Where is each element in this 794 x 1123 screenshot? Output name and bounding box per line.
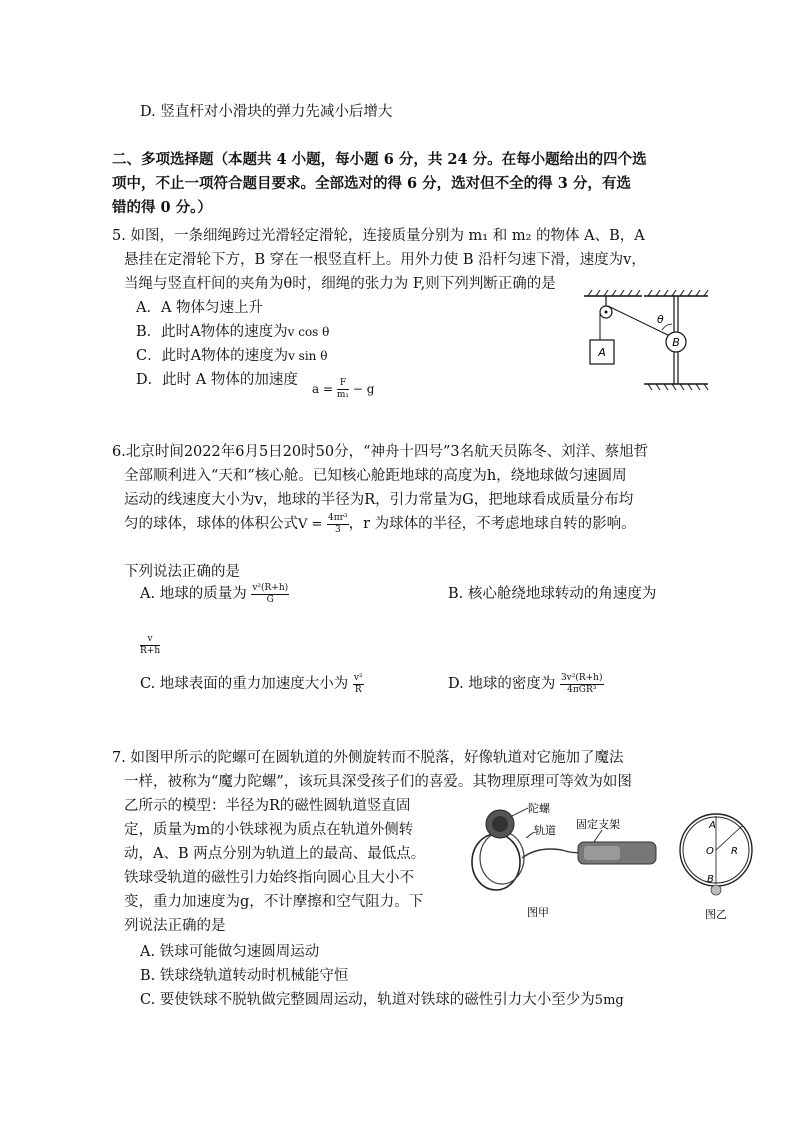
q7-fig-yi-b: B bbox=[707, 874, 714, 885]
section2-heading-line1: 二、多项选择题（本题共 4 小题，每小题 6 分，共 24 分。在每小题给出的四个选 bbox=[112, 151, 647, 168]
q7-fig-jia-label-track: 轨道 bbox=[534, 824, 556, 837]
section2-heading-line3: 错的得 0 分。） bbox=[112, 199, 212, 216]
q5-option-c: C．此时A物体的速度为v sin θ bbox=[136, 348, 328, 364]
q6-prompt: 下列说法正确的是 bbox=[124, 564, 240, 580]
q6-option-c: C. 地球表面的重力加速度大小为 $\frac{\text{v²}}{R}$ bbox=[140, 672, 363, 695]
q5-option-a: A．A 物体匀速上升 bbox=[136, 300, 264, 316]
q7-fig-jia-label-top: 陀螺 bbox=[528, 802, 550, 815]
q7-fig-jia-label-bracket: 固定支架 bbox=[576, 818, 620, 831]
q7-stem-line7: 变，重力加速度为g，不计摩擦和空气阻力。下 bbox=[124, 894, 424, 910]
q7-option-c: C. 要使铁球不脱轨做完整圆周运动，轨道对铁球的磁性引力大小至少为5mg bbox=[140, 992, 624, 1008]
q6-stem-line4: 匀的球体，球体的体积公式V = $\frac{\text{4πr³}}{3}$ ，r 为球体的半径，不考虑地球自转的影响。 bbox=[124, 512, 636, 535]
q5-fig-label-a: A bbox=[598, 346, 606, 359]
q5-option-d: D．此时 A 物体的加速度 bbox=[136, 372, 298, 388]
q4-option-d: D. 竖直杆对小滑块的弹力先减小后增大 bbox=[140, 104, 393, 120]
q6-option-b: B. 核心舱绕地球转动的角速度为 bbox=[448, 586, 657, 602]
q6-stem-line2: 全部顺利进入“天和”核心舱。已知核心舱距地球的高度为h，绕地球做匀速圆周 bbox=[124, 468, 627, 484]
q7-stem-line4: 定，质量为m的小铁球视为质点在轨道外侧转 bbox=[124, 822, 414, 838]
q6-option-b-formula: $\frac{v}{R+h}$ bbox=[140, 634, 161, 656]
q5-pulley-figure bbox=[580, 290, 716, 394]
q5-fig-label-b: B bbox=[672, 336, 680, 349]
q7-option-b: B. 铁球绕轨道转动时机械能守恒 bbox=[140, 968, 349, 984]
q7-stem-line1: 7. 如图甲所示的陀螺可在圆轨道的外侧旋转而不脱落，好像轨道对它施加了魔法 bbox=[112, 750, 624, 766]
q5-stem-line3: 当绳与竖直杆间的夹角为θ时，细绳的张力为 F,则下列判断正确的是 bbox=[124, 276, 556, 292]
section2-heading-line2: 项中，不止一项符合题目要求。全部选对的得 6 分，选对但不全的得 3 分，有选 bbox=[112, 175, 631, 192]
q7-stem-line5: 动，A、B 两点分别为轨道上的最高、最低点。 bbox=[124, 846, 426, 862]
q5-option-d-formula: a = $\frac{F}{\text{m₁}}$ − g bbox=[312, 378, 375, 400]
q7-option-a: A. 铁球可能做匀速圆周运动 bbox=[140, 944, 320, 960]
q7-fig-yi-caption: 图乙 bbox=[705, 908, 727, 921]
q5-stem-line1: 5. 如图，一条细绳跨过光滑轻定滑轮，连接质量分别为 m₁ 和 m₂ 的物体 A、B，A bbox=[112, 228, 645, 244]
q6-stem-line1: 6.北京时间2022年6月5日20时50分，“神舟十四号”3名航天员陈冬、刘洋、蔡旭哲 bbox=[112, 444, 649, 460]
q7-stem-line6: 铁球受轨道的磁性引力始终指向圆心且大小不 bbox=[124, 870, 414, 886]
q7-fig-jia-caption: 图甲 bbox=[527, 906, 549, 919]
q6-stem-line3: 运动的线速度大小为v，地球的半径为R，引力常量为G，把地球看成质量分布均 bbox=[124, 492, 634, 508]
q7-figure-yi bbox=[676, 808, 760, 924]
q6-option-d: D. 地球的密度为 $\frac{\text{3v²(R+h)}}{\text{4πGR³}}$ bbox=[448, 672, 603, 695]
q7-stem-line8: 列说法正确的是 bbox=[124, 918, 226, 934]
q5-stem-line2: 悬挂在定滑轮下方，B 穿在一根竖直杆上。用外力使 B 沿杆匀速下滑，速度为v， bbox=[124, 252, 646, 268]
q5-fig-label-theta: θ bbox=[657, 313, 664, 326]
q7-stem-line2: 一样，被称为“魔力陀螺”，该玩具深受孩子们的喜爱。其物理原理可等效为如图 bbox=[124, 774, 632, 790]
q5-option-b: B．此时A物体的速度为v cos θ bbox=[136, 324, 330, 340]
q6-option-a: A. 地球的质量为 $\frac{\text{v²(R+h)}}{G}$ bbox=[140, 582, 289, 605]
q7-fig-yi-a: A bbox=[709, 820, 716, 831]
q7-fig-yi-o: O bbox=[706, 846, 714, 857]
q7-stem-line3: 乙所示的模型：半径为R的磁性圆轨道竖直固 bbox=[124, 798, 411, 814]
q7-figure-jia bbox=[466, 798, 662, 922]
q7-fig-yi-r: R bbox=[731, 846, 738, 857]
